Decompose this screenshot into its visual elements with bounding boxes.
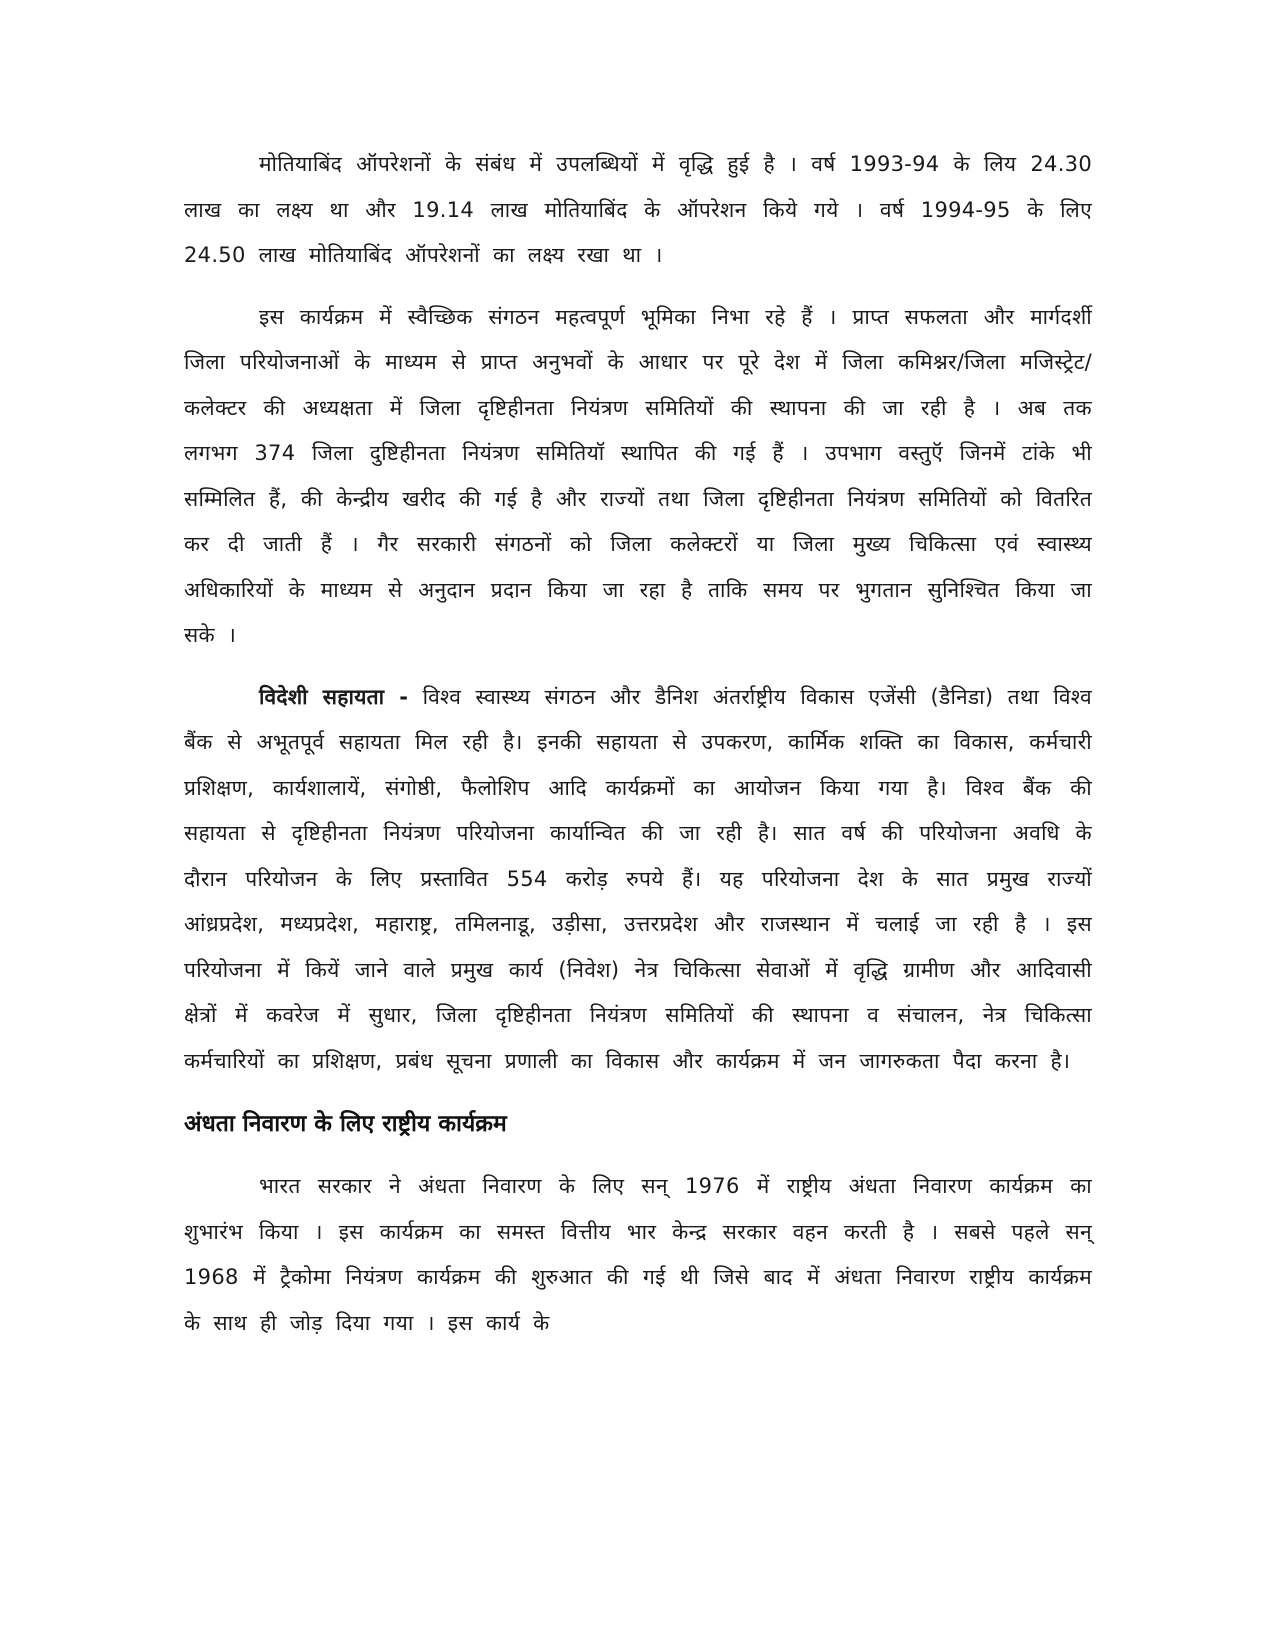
paragraph-national-programme: भारत सरकार ने अंधता निवारण के लिए सन् 1976 में राष्ट्रीय अंधता निवारण कार्यक्रम का शुभारंभ किया । इस कार्यक्रम का समस्त वित्तीय भार केन्द्र सरकार वहन करती है । सबसे पहले सन् 1968 में ट्रैकोमा नियंत्रण कार्यक्रम की शुरुआत की गई थी जिसे बाद में अंधता निवारण राष्ट्रीय कार्यक्रम के साथ ही जोड़ दिया गया । इस कार्य के <box>184 1174 1092 1335</box>
paragraph-cataract-operations: मोतियाबिंद ऑपरेशनों के संबंध में उपलब्धियों में वृद्धि हुई है । वर्ष 1993-94 के लिय 24.30 लाख का लक्ष्य था और 19.14 लाख मोतियाबिंद के ऑपरेशन किये गये । वर्ष 1994-95 के लिए 24.50 लाख मोतियाबिंद ऑपरेशनों का लक्ष्य रखा था । <box>184 152 1092 267</box>
foreign-aid-lead: विदेशी सहायता - <box>259 684 409 709</box>
paragraph-voluntary-organizations: इस कार्यक्रम में स्वैच्छिक संगठन महत्वपूर्ण भूमिका निभा रहे हैं । प्राप्त सफलता और मार्गदर्शी जिला परियोजनाओं के माध्यम से प्राप्त अनुभवों के आधार पर पूरे देश में जिला कमिश्नर/जिला मजिस्ट्रेट/कलेक्टर की अध्यक्षता में जिला दृष्टिहीनता नियंत्रण समितियों की स्थापना की जा रही है । अब तक लगभग 374 जिला दुष्टिहीनता नियंत्रण समितियॉ स्थापित की गई हैं । उपभाग वस्तुऍ जिनमें टांके भी सम्मिलित हैं, की केन्द्रीय खरीद की गई है और राज्यों तथा जिला दृष्टिहीनता नियंत्रण समितियों को वितरित कर दी जाती हैं । गैर सरकारी संगठनों को जिला कलेक्टरों या जिला मुख्य चिकित्सा एवं स्वास्थ्य अधिकारियों के माध्यम से अनुदान प्रदान किया जा रहा है ताकि समय पर भुगतान सुनिश्चित किया जा सके । <box>184 304 1092 647</box>
document-body <box>184 142 1092 1346</box>
paragraph-foreign-aid <box>184 675 1092 1085</box>
section-heading: अंधता निवारण के लिए राष्ट्रीय कार्यक्रम <box>184 1111 507 1137</box>
foreign-aid-text: विश्व स्वास्थ्य संगठन और डैनिश अंतर्राष्ट्रीय विकास एजेंसी (डैनिडा) तथा विश्व बैंक से अभूतपूर्व सहायता मिल रही है। इनकी सहायता से उपकरण, कार्मिक शक्ति का विकास, कर्मचारी प्रशिक्षण, कार्यशालायें, संगोष्ठी, फैलोशिप आदि कार्यक्रमों का आयोजन किया गया है। विश्व बैंक की सहायता से दृष्टिहीनता नियंत्रण परियोजना कार्यान्वित की जा रही है। सात वर्ष की परियोजना अवधि के दौरान परियोजन के लिए प्रस्तावित 554 करोड़ रुपये हैं। यह परियोजना देश के सात प्रमुख राज्यों आंध्रप्रदेश, मध्यप्रदेश, महाराष्ट्र, तमिलनाडू, उड़ीसा, उत्तरप्रदेश और राजस्थान में चलाई जा रही है । इस परियोजना में कियें जाने वाले प्रमुख कार्य (निवेश) नेत्र चिकित्सा सेवाओं में वृद्धि ग्रामीण और आदिवासी क्षेत्रों में कवरेज में सुधार, जिला दृष्टिहीनता नियंत्रण समितियों की स्थापना व संचालन, नेत्र चिकित्सा कर्मचारियों का प्रशिक्षण, प्रबंध सूचना प्रणाली का विकास और कार्यक्रम में जन जागरुकता पैदा करना है। <box>184 684 1093 1073</box>
